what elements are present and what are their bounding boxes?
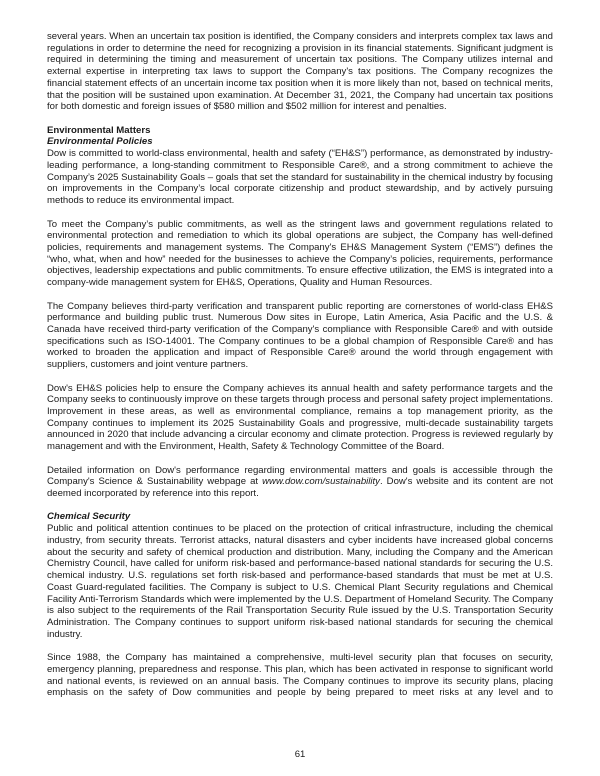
tax-positions-paragraph: several years. When an uncertain tax position is identified, the Company considers and interprets complex tax laws and regulations in order to determine the need for recognizing a provision in its financial statements. Significant judgment is required in determining the timing and measurement of uncertain tax positions. The Company utilizes internal and external expertise in interpreting tax laws to support the Company's tax positions. The Company recognizes the financial statement effects of an uncertain income tax position when it is more likely than not, based on technical merits, that the position will be sustained upon examination. At December 31, 2021, the Company had uncertain tax positions for both domestic and foreign issues of $580 million and $502 million for interest and penalties. — [47, 31, 553, 113]
paragraph-spacer — [47, 453, 553, 465]
section-heading-environmental-matters: Environmental Matters — [47, 124, 151, 136]
sustainability-webpage-paragraph — [47, 465, 553, 500]
critical-infrastructure-paragraph: Public and political attention continues to be placed on the protection of critical infrastructure, including the chemical industry, from security threats. Terrorist attacks, natural disasters and cyber incidents have increased global concerns about the security and safety of chemical production and distribution. Many, including the Company and the American Chemistry Council, have called for uniform risk-based and performance-based national standards for securing the U.S. chemical industry. U.S. regulations set forth risk-based and performance-based standards that must be met at U.S. Coast Guard-regulated facilities. The Company is subject to U.S. Chemical Plant Security regulations and Chemical Facility Anti-Terrorism Standards which were implemented by the U.S. Department of Homeland Security. The Company is also subject to the requirements of the Rail Transportation Security Rule issued by the U.S. Transportation Security Administration. The Company continues to support uniform risk-based national standards for securing the chemical industry. — [47, 523, 553, 640]
paragraph-spacer — [47, 113, 553, 125]
paragraph-spacer — [47, 207, 553, 219]
document-page — [47, 31, 553, 699]
webpage-text-after: . Dow's website and its content are not deemed incorporated by reference into this report. — [47, 476, 553, 500]
third-party-verification-paragraph: The Company believes third-party verification and transparent public reporting are cornerstones of world-class EH&S performance and building public trust. Numerous Dow sites in Europe, Latin America, Asia Pacific and the U.S. & Canada have received third-party verification of the Company's compliance with Responsible Care® and with outside specifications such as ISO-14001. The Company continues to be a global champion of Responsible Care® and has worked to broaden the application and impact of Responsible Care® around the world through engagement with suppliers, customers and joint venture partners. — [47, 300, 553, 371]
subheading-environmental-policies: Environmental Policies — [47, 136, 153, 148]
webpage-text-before: Detailed information on Dow's performance regarding environmental matters and goals is accessible through the Company's Science & Sustainability webpage at — [47, 464, 553, 488]
ehs-commitment-paragraph: Dow is committed to world-class environmental, health and safety (“EH&S”) performance, as demonstrated by industry-leading performance, a long-standing commitment to Responsible Care®, and a strong commitment to achieve the Company’s 2025 Sustainability Goals – goals that set the standard for sustainability in the chemical industry by focusing on improvements in the Company’s local corporate citizenship and product stewardship, and by actively pursuing methods to reduce its environmental impact. — [47, 148, 553, 207]
security-plan-paragraph: Since 1988, the Company has maintained a comprehensive, multi-level security plan that focuses on security, emergency planning, preparedness and response. This plan, which has been activated in response to significant world and national events, is reviewed on an annual basis. The Company continues to improve its security plans, placing emphasis on the safety of Dow communities and people by being prepared to meet risks at any level and to — [47, 652, 553, 699]
paragraph-spacer — [47, 640, 553, 652]
ehs-policies-paragraph: Dow's EH&S policies help to ensure the Company achieves its annual health and safety performance targets and the Company seeks to continuously improve on these targets through process and personal safety project implementations. Improvement in these areas, as well as environmental compliance, remains a top management priority, as the Company continues to implement its 2025 Sustainability Goals and progressive, multi-decade sustainability targets announced in 2020 that include advancing a circular economy and climate protection. Progress is reviewed regularly by management and with the Environment, Health, Safety & Technology Committee of the Board. — [47, 382, 553, 453]
page-number: 61 — [294, 749, 306, 760]
paragraph-spacer — [47, 500, 553, 512]
subheading-chemical-security: Chemical Security — [47, 511, 131, 523]
ems-paragraph: To meet the Company’s public commitments, as well as the stringent laws and government regulations related to environmental protection and remediation to which its global operations are subject, the Company has well-defined policies, requirements and management systems. The Company's EH&S Management System (“EMS”) defines the “who, what, when and how” needed for the businesses to achieve the Company’s policies, requirements, performance objectives, leadership expectations and public commitments. To ensure effective utilization, the EMS is integrated into a company-wide management system for EH&S, Operations, Quality and Human Resources. — [47, 218, 553, 289]
sustainability-url-link[interactable]: www.dow.com/sustainability — [262, 476, 380, 488]
paragraph-spacer — [47, 289, 553, 301]
paragraph-spacer — [47, 371, 553, 383]
